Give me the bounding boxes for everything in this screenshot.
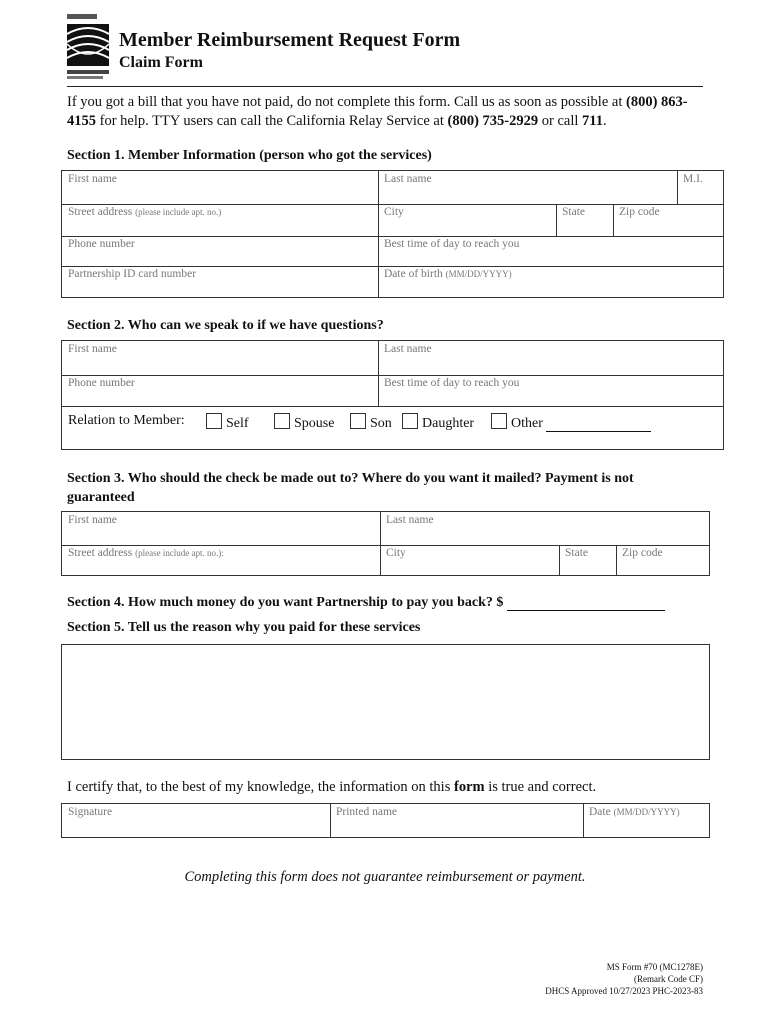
son-checkbox[interactable] (350, 413, 366, 429)
reason-textarea[interactable] (61, 644, 710, 760)
payee-street-address-field[interactable]: Street address (please include apt. no.): (68, 547, 224, 559)
signature-field[interactable]: Signature (68, 806, 113, 818)
member-info-table (61, 170, 724, 298)
spouse-checkbox[interactable] (274, 413, 290, 429)
payee-last-name-field[interactable]: Last name (386, 514, 434, 526)
signature-table (61, 803, 710, 838)
remark-code: (Remark Code CF) (634, 974, 703, 984)
organization-logo (67, 14, 109, 82)
relay-service-phone: (800) 735-2929 (447, 113, 539, 129)
section4-heading: Section 4. How much money do you want Partnership to pay you back? $ (67, 595, 665, 611)
header-divider (67, 86, 703, 87)
payee-state-field[interactable]: State (565, 547, 588, 559)
payee-zip-field[interactable]: Zip code (622, 547, 663, 559)
section5-heading: Section 5. Tell us the reason why you paid for these services (67, 620, 421, 635)
member-dob-field[interactable]: Date of birth (MM/DD/YYYY) (384, 268, 512, 280)
disclaimer-text: Completing this form does not guarantee reimbursement or payment. (184, 869, 586, 885)
approval-line: DHCS Approved 10/27/2023 PHC-2023-83 (545, 986, 703, 996)
payee-first-name-field[interactable]: First name (68, 514, 117, 526)
relation-spouse-option[interactable]: Spouse (274, 413, 334, 432)
contact-first-name-field[interactable]: First name (68, 343, 117, 355)
member-best-time-field[interactable]: Best time of day to reach you (384, 238, 520, 250)
relation-label: Relation to Member: (68, 413, 185, 428)
page-subtitle: Claim Form (119, 54, 203, 71)
member-zip-field[interactable]: Zip code (619, 206, 660, 218)
other-checkbox[interactable] (491, 413, 507, 429)
contact-phone-field[interactable]: Phone number (68, 377, 135, 389)
section1-heading: Section 1. Member Information (person who got the services) (67, 148, 432, 163)
payee-table (61, 511, 710, 576)
form-number: MS Form #70 (MC1278E) (606, 962, 703, 972)
tty-number: 711 (582, 113, 603, 129)
section3-heading: Section 3. Who should the check be made out to? Where do you want it mailed? Payment is not guaranteed (67, 471, 634, 505)
section2-heading: Section 2. Who can we speak to if we have questions? (67, 318, 384, 333)
relation-self-option[interactable]: Self (206, 413, 249, 432)
relation-daughter-option[interactable]: Daughter (402, 413, 474, 432)
member-city-field[interactable]: City (384, 206, 404, 218)
member-services-phone: (800) 863-4155 (67, 94, 688, 129)
member-last-name-field[interactable]: Last name (384, 173, 432, 185)
signature-date-field[interactable]: Date (MM/DD/YYYY) (589, 806, 680, 818)
intro-paragraph: If you got a bill that you have not paid, do not complete this form. Call us as soon as possible at (800) 863-4155 for help. TTY users can call the California Relay Service at (800) 735-2929 or call 711. (67, 94, 688, 129)
reimbursement-amount-input[interactable] (507, 596, 665, 611)
self-checkbox[interactable] (206, 413, 222, 429)
member-middle-initial-field[interactable]: M.I. (683, 173, 703, 185)
member-phone-field[interactable]: Phone number (68, 238, 135, 250)
other-relation-input[interactable] (546, 417, 651, 432)
contact-last-name-field[interactable]: Last name (384, 343, 432, 355)
member-state-field[interactable]: State (562, 206, 585, 218)
relation-son-option[interactable]: Son (350, 413, 392, 432)
printed-name-field[interactable]: Printed name (336, 806, 397, 818)
contact-table (61, 340, 724, 450)
relation-other-option[interactable]: Other (491, 413, 651, 432)
daughter-checkbox[interactable] (402, 413, 418, 429)
form-footer (545, 961, 703, 997)
certification-statement: I certify that, to the best of my knowledge, the information on this form is true and correct. (67, 779, 597, 795)
page-title: Member Reimbursement Request Form (119, 29, 461, 51)
member-street-address-field[interactable]: Street address (please include apt. no.) (68, 206, 222, 218)
member-first-name-field[interactable]: First name (68, 173, 117, 185)
contact-best-time-field[interactable]: Best time of day to reach you (384, 377, 520, 389)
partnership-id-field[interactable]: Partnership ID card number (68, 268, 197, 280)
payee-city-field[interactable]: City (386, 547, 406, 559)
